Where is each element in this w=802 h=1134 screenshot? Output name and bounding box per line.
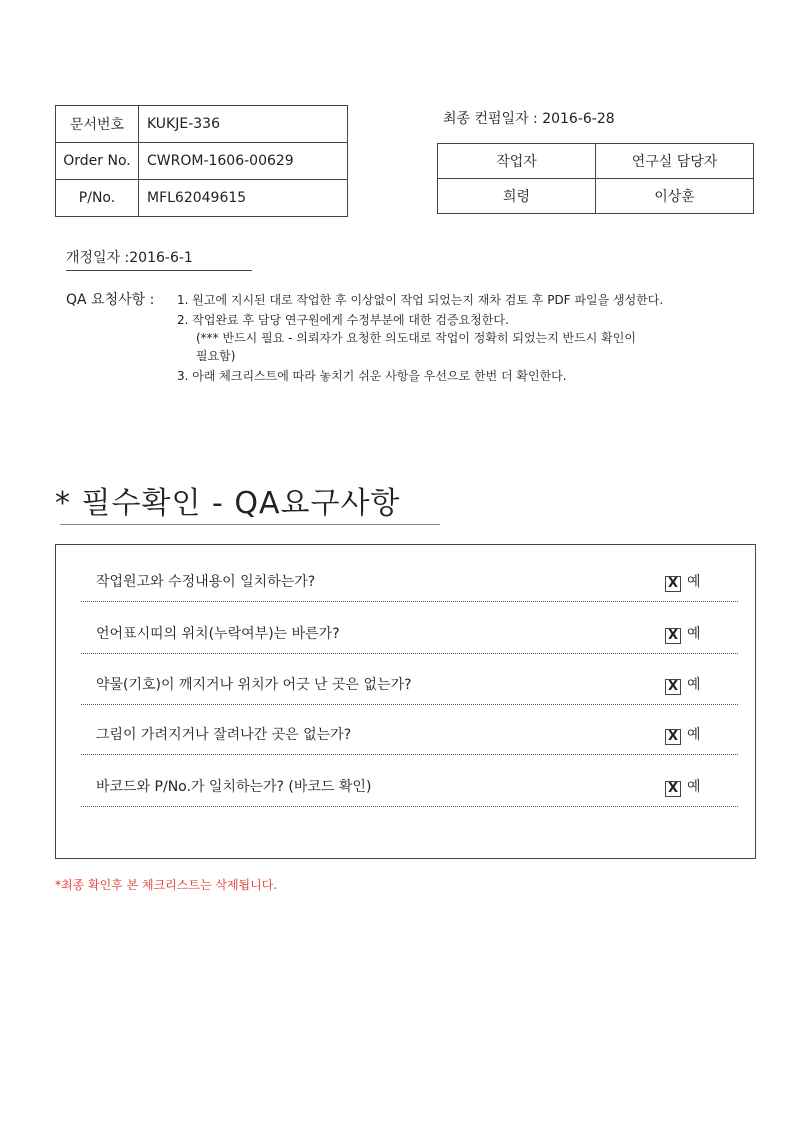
qa-requirement-line: 3. 아래 체크리스트에 따라 놓치기 쉬운 사항을 우선으로 한번 더 확인한다.	[177, 369, 567, 383]
doc-number-label: 문서번호	[56, 106, 139, 143]
checklist-item	[81, 756, 738, 807]
checkbox[interactable]: X	[665, 628, 681, 644]
researcher-header: 연구실 담당자	[596, 144, 754, 179]
staff-header-row	[438, 144, 754, 179]
worker-header: 작업자	[438, 144, 596, 179]
checklist-question: 약물(기호)이 깨지거나 위치가 어긋 난 곳은 없는가?	[96, 677, 412, 693]
section-title: * 필수확인 - QA요구사항	[55, 486, 401, 521]
checklist-question: 바코드와 P/No.가 일치하는가? (바코드 확인)	[96, 779, 372, 795]
revision-date: 개정일자 :2016-6-1	[66, 247, 252, 271]
part-number-label: P/No.	[56, 180, 139, 217]
order-number-row	[56, 143, 348, 180]
order-number-label: Order No.	[56, 143, 139, 180]
part-number-value: MFL62049615	[139, 180, 348, 217]
checkbox[interactable]: X	[665, 679, 681, 695]
checklist-answer: 예	[687, 626, 701, 642]
qa-checklist	[55, 544, 756, 859]
doc-number-row	[56, 106, 348, 143]
checklist-answer: 예	[687, 574, 701, 590]
part-number-row	[56, 180, 348, 217]
checklist-answer: 예	[687, 727, 701, 743]
qa-requirement-line: 2. 작업완료 후 담당 연구원에게 수정부분에 대한 검증요청한다.	[177, 313, 509, 327]
doc-number-value: KUKJE-336	[139, 106, 348, 143]
checklist-item	[81, 704, 738, 755]
worker-name: 희령	[438, 179, 596, 214]
checklist-question: 그림이 가려지거나 잘려나간 곳은 없는가?	[96, 727, 352, 743]
qa-requirement-line: (*** 반드시 필요 - 의뢰자가 요청한 의도대로 작업이 정확히 되었는지 반드시 확인이	[196, 331, 636, 345]
checklist-question: 언어표시띠의 위치(누락여부)는 바른가?	[96, 626, 340, 642]
checklist-question: 작업원고와 수정내용이 일치하는가?	[96, 574, 316, 590]
researcher-name: 이상훈	[596, 179, 754, 214]
checklist-item	[81, 654, 738, 705]
checkbox[interactable]: X	[665, 576, 681, 592]
qa-requirement-line: 1. 원고에 지시된 대로 작업한 후 이상없이 작업 되었는지 재차 검토 후 PDF 파일을 생성한다.	[177, 293, 664, 307]
checklist-answer: 예	[687, 677, 701, 693]
section-title-underline	[60, 524, 440, 525]
qa-requirement-line: 필요함)	[196, 349, 236, 363]
document-info-table	[55, 105, 348, 217]
staff-value-row	[438, 179, 754, 214]
order-number-value: CWROM-1606-00629	[139, 143, 348, 180]
deletion-notice: *최종 확인후 본 체크리스트는 삭제됩니다.	[55, 878, 278, 892]
checklist-item	[81, 551, 738, 602]
checkbox[interactable]: X	[665, 729, 681, 745]
staff-table	[437, 143, 754, 214]
checklist-answer: 예	[687, 779, 701, 795]
checkbox[interactable]: X	[665, 781, 681, 797]
checklist-item	[81, 603, 738, 654]
qa-requirements-label: QA 요청사항 :	[66, 292, 155, 308]
final-confirm-date: 최종 컨펌일자 : 2016-6-28	[443, 111, 615, 127]
